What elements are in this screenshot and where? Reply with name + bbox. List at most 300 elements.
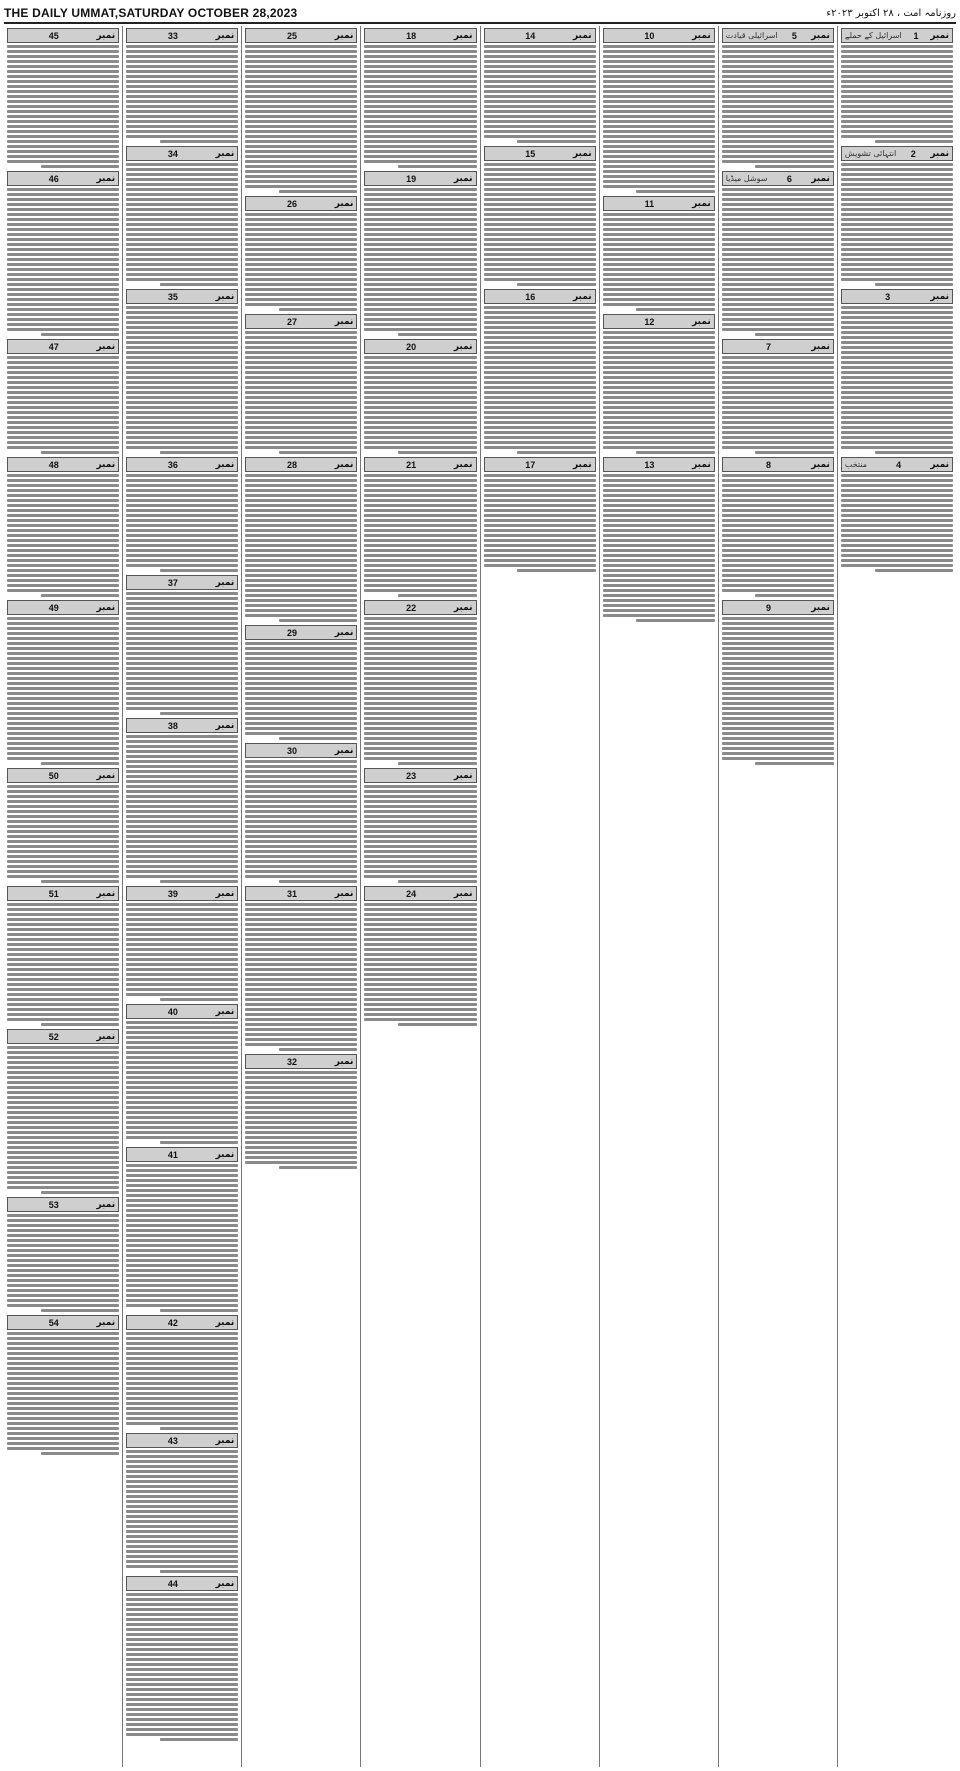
label-word: نمبر (453, 602, 473, 613)
text-line (603, 160, 715, 163)
text-line (245, 253, 357, 256)
text-line (603, 479, 715, 482)
text-line (603, 228, 715, 231)
text-line (603, 599, 715, 602)
text-line (364, 918, 476, 921)
text-line (245, 642, 357, 645)
section-label (126, 718, 238, 733)
text-line (484, 168, 596, 171)
text-line (603, 110, 715, 113)
text-line (7, 622, 119, 625)
section-number: 3 (885, 291, 891, 302)
text-line (7, 677, 119, 680)
text-line (722, 253, 834, 256)
text-line (484, 198, 596, 201)
text-line (7, 278, 119, 281)
text-line (126, 1041, 238, 1044)
text-line (7, 1269, 119, 1272)
text-line (7, 1186, 119, 1189)
text-line (41, 1023, 119, 1026)
text-line (364, 835, 476, 838)
label-word: نمبر (811, 341, 830, 352)
label-word: نمبر (334, 30, 354, 41)
story-block (126, 457, 238, 572)
text-line (603, 258, 715, 261)
text-line (7, 712, 119, 715)
text-line (364, 125, 476, 128)
text-line (245, 514, 357, 517)
text-line (126, 85, 238, 88)
text-line (484, 50, 596, 53)
text-lines (603, 45, 715, 193)
text-line (245, 609, 357, 612)
text-line (41, 594, 119, 597)
text-line (722, 258, 834, 261)
text-line (245, 652, 357, 655)
text-line (364, 850, 476, 853)
text-line (398, 165, 476, 168)
text-line (364, 825, 476, 828)
text-line (364, 632, 476, 635)
text-line (126, 1279, 238, 1282)
text-line (722, 474, 834, 477)
text-line (603, 559, 715, 562)
text-line (722, 263, 834, 266)
text-line (7, 268, 119, 271)
text-line (126, 431, 238, 434)
section-number: 40 (167, 1006, 178, 1017)
text-line (722, 90, 834, 93)
text-line (126, 1234, 238, 1237)
text-line (722, 213, 834, 216)
text-line (722, 243, 834, 246)
text-line (245, 416, 357, 419)
label-word: نمبر (215, 291, 235, 302)
text-line (841, 100, 953, 103)
section-number: 22 (406, 602, 417, 613)
text-line (364, 757, 476, 760)
text-line (126, 627, 238, 630)
text-line (364, 677, 476, 680)
label-word: نمبر (96, 30, 116, 41)
text-line (364, 406, 476, 409)
text-line (126, 564, 238, 567)
text-line (364, 509, 476, 512)
text-line (7, 223, 119, 226)
section-number: 15 (525, 148, 536, 159)
text-line (245, 1151, 357, 1154)
text-line (126, 682, 238, 685)
text-line (126, 1096, 238, 1099)
story-block (7, 171, 119, 336)
text-line (126, 755, 238, 758)
text-line (126, 1189, 238, 1192)
text-line (245, 70, 357, 73)
text-line (603, 484, 715, 487)
text-line (398, 1023, 476, 1026)
text-line (245, 293, 357, 296)
text-line (603, 411, 715, 414)
text-line (364, 534, 476, 537)
text-line (484, 361, 596, 364)
text-line (126, 1269, 238, 1272)
text-line (364, 55, 476, 58)
section-label (364, 171, 476, 186)
text-line (7, 514, 119, 517)
text-line (7, 870, 119, 873)
section-label (245, 28, 357, 43)
text-line (517, 283, 595, 286)
text-line (7, 426, 119, 429)
text-line (603, 331, 715, 334)
text-line (126, 213, 238, 216)
text-line (126, 1239, 238, 1242)
text-line (7, 1412, 119, 1415)
text-lines (126, 592, 238, 715)
text-line (245, 584, 357, 587)
text-line (7, 865, 119, 868)
text-line (722, 717, 834, 720)
text-line (364, 617, 476, 620)
text-line (7, 203, 119, 206)
text-line (245, 115, 357, 118)
section-number: 4 (896, 459, 902, 470)
text-line (126, 441, 238, 444)
text-line (245, 170, 357, 173)
text-line (7, 1081, 119, 1084)
text-line (126, 1723, 238, 1726)
text-line (126, 1169, 238, 1172)
text-line (364, 188, 476, 191)
text-line (245, 336, 357, 339)
text-line (126, 115, 238, 118)
text-line (722, 549, 834, 552)
text-line (603, 268, 715, 271)
text-line (484, 341, 596, 344)
story-block (126, 146, 238, 286)
text-line (484, 371, 596, 374)
text-line (245, 903, 357, 906)
text-line (722, 747, 834, 750)
text-line (126, 1525, 238, 1528)
text-line (7, 1071, 119, 1074)
text-lines (484, 474, 596, 572)
text-line (126, 657, 238, 660)
text-line (722, 193, 834, 196)
text-line (7, 938, 119, 941)
text-line (841, 263, 953, 266)
text-line (722, 441, 834, 444)
text-line (364, 298, 476, 301)
text-line (364, 998, 476, 1001)
label-word: نمبر (215, 459, 235, 470)
text-line (722, 145, 834, 148)
text-line (126, 943, 238, 946)
text-line (7, 544, 119, 547)
text-line (364, 627, 476, 630)
text-line (722, 70, 834, 73)
text-line (603, 50, 715, 53)
text-line (841, 183, 953, 186)
text-line (245, 1018, 357, 1021)
text-line (364, 968, 476, 971)
text-line (126, 622, 238, 625)
text-line (7, 1013, 119, 1016)
text-line (126, 514, 238, 517)
text-line (126, 1337, 238, 1340)
text-line (126, 1565, 238, 1568)
text-line (126, 1199, 238, 1202)
text-line (7, 1289, 119, 1292)
text-line (364, 233, 476, 236)
text-line (126, 1683, 238, 1686)
text-line (126, 1274, 238, 1277)
text-line (7, 785, 119, 788)
text-line (7, 702, 119, 705)
text-line (245, 574, 357, 577)
section-label (126, 1147, 238, 1162)
text-line (364, 361, 476, 364)
text-line (364, 973, 476, 976)
section-label (7, 457, 119, 472)
text-line (7, 95, 119, 98)
text-line (126, 203, 238, 206)
text-line (841, 218, 953, 221)
text-line (126, 1608, 238, 1611)
text-line (7, 308, 119, 311)
text-line (722, 233, 834, 236)
text-line (364, 687, 476, 690)
text-line (7, 283, 119, 286)
text-line (722, 188, 834, 191)
section-label (7, 1029, 119, 1044)
section-subtitle: منتخب (844, 460, 868, 469)
text-line (7, 479, 119, 482)
text-line (484, 316, 596, 319)
text-line (7, 253, 119, 256)
text-line (722, 534, 834, 537)
text-line (245, 441, 357, 444)
text-lines (841, 474, 953, 572)
section-label (245, 743, 357, 758)
text-line (7, 757, 119, 760)
text-line (126, 1136, 238, 1139)
text-line (7, 1171, 119, 1174)
text-line (603, 529, 715, 532)
text-line (126, 90, 238, 93)
text-line (484, 173, 596, 176)
text-line (841, 273, 953, 276)
section-number: 20 (406, 341, 417, 352)
text-line (245, 145, 357, 148)
text-line (364, 519, 476, 522)
text-line (364, 903, 476, 906)
text-line (7, 968, 119, 971)
text-line (722, 110, 834, 113)
text-line (126, 1450, 238, 1453)
section-label (603, 196, 715, 211)
text-line (364, 702, 476, 705)
text-line (126, 1485, 238, 1488)
text-line (364, 845, 476, 848)
text-line (245, 707, 357, 710)
text-line (364, 60, 476, 63)
text-lines (126, 1593, 238, 1741)
text-line (364, 1003, 476, 1006)
story-block (603, 457, 715, 622)
story-block (841, 146, 953, 286)
text-line (603, 564, 715, 567)
text-line (841, 474, 953, 477)
text-line (7, 1422, 119, 1425)
label-word: نمبر (96, 459, 116, 470)
text-line (245, 479, 357, 482)
text-line (484, 248, 596, 251)
text-line (7, 494, 119, 497)
text-line (603, 489, 715, 492)
text-line (160, 880, 238, 883)
text-line (245, 539, 357, 542)
text-line (364, 90, 476, 93)
text-line (7, 1377, 119, 1380)
text-line (126, 928, 238, 931)
text-line (126, 870, 238, 873)
text-line (603, 431, 715, 434)
text-line (364, 855, 476, 858)
text-line (126, 509, 238, 512)
text-line (126, 1131, 238, 1134)
text-line (245, 213, 357, 216)
text-line (245, 519, 357, 522)
text-line (7, 637, 119, 640)
text-line (7, 687, 119, 690)
text-line (603, 165, 715, 168)
text-line (126, 1422, 238, 1425)
text-line (484, 441, 596, 444)
text-line (126, 795, 238, 798)
text-line (245, 1126, 357, 1129)
text-line (245, 85, 357, 88)
text-line (7, 233, 119, 236)
text-line (126, 391, 238, 394)
text-line (245, 865, 357, 868)
text-line (484, 253, 596, 256)
label-word: نمبر (96, 1317, 116, 1328)
text-line (603, 421, 715, 424)
text-line (364, 258, 476, 261)
story-block (126, 886, 238, 1001)
section-label (126, 575, 238, 590)
text-line (7, 993, 119, 996)
text-line (364, 752, 476, 755)
text-line (126, 263, 238, 266)
text-line (245, 110, 357, 113)
text-line (245, 845, 357, 848)
text-line (245, 1003, 357, 1006)
text-line (126, 366, 238, 369)
text-line (364, 303, 476, 306)
text-line (126, 125, 238, 128)
text-line (364, 386, 476, 389)
text-line (126, 168, 238, 171)
text-line (7, 1352, 119, 1355)
section-label (7, 339, 119, 354)
section-number: 37 (167, 577, 178, 588)
text-line (364, 865, 476, 868)
label-word: نمبر (811, 30, 830, 41)
text-line (126, 702, 238, 705)
text-line (722, 396, 834, 399)
text-line (398, 594, 476, 597)
text-line (126, 785, 238, 788)
text-line (603, 298, 715, 301)
story-block (126, 1433, 238, 1573)
text-line (126, 278, 238, 281)
text-line (245, 489, 357, 492)
text-line (722, 697, 834, 700)
text-line (7, 722, 119, 725)
text-line (841, 524, 953, 527)
text-line (841, 426, 953, 429)
story-block (722, 28, 834, 168)
text-line (7, 401, 119, 404)
text-line (484, 163, 596, 166)
text-line (126, 1417, 238, 1420)
text-line (841, 50, 953, 53)
text-line (722, 632, 834, 635)
text-line (7, 1279, 119, 1282)
text-line (841, 105, 953, 108)
text-line (126, 1658, 238, 1661)
text-line (126, 958, 238, 961)
section-number: 36 (167, 459, 178, 470)
text-line (364, 381, 476, 384)
text-line (7, 1111, 119, 1114)
text-line (484, 258, 596, 261)
text-line (245, 185, 357, 188)
label-word: نمبر (215, 577, 235, 588)
text-lines (7, 1332, 119, 1455)
text-line (7, 110, 119, 113)
text-line (126, 1455, 238, 1458)
section-label (364, 768, 476, 783)
text-line (245, 825, 357, 828)
text-line (126, 1510, 238, 1513)
text-line (841, 80, 953, 83)
text-line (484, 366, 596, 369)
text-line (841, 396, 953, 399)
text-line (603, 100, 715, 103)
text-line (245, 1136, 357, 1139)
text-line (126, 820, 238, 823)
section-label (126, 28, 238, 43)
text-line (364, 155, 476, 158)
text-line (126, 632, 238, 635)
text-line (7, 1382, 119, 1385)
text-line (160, 712, 238, 715)
text-line (245, 662, 357, 665)
text-line (722, 406, 834, 409)
text-line (126, 401, 238, 404)
text-line (245, 760, 357, 763)
text-line (722, 198, 834, 201)
text-line (245, 795, 357, 798)
section-number: 49 (48, 602, 59, 613)
column (718, 26, 837, 1767)
section-number: 9 (765, 602, 771, 613)
text-lines (364, 903, 476, 1026)
text-line (126, 1678, 238, 1681)
